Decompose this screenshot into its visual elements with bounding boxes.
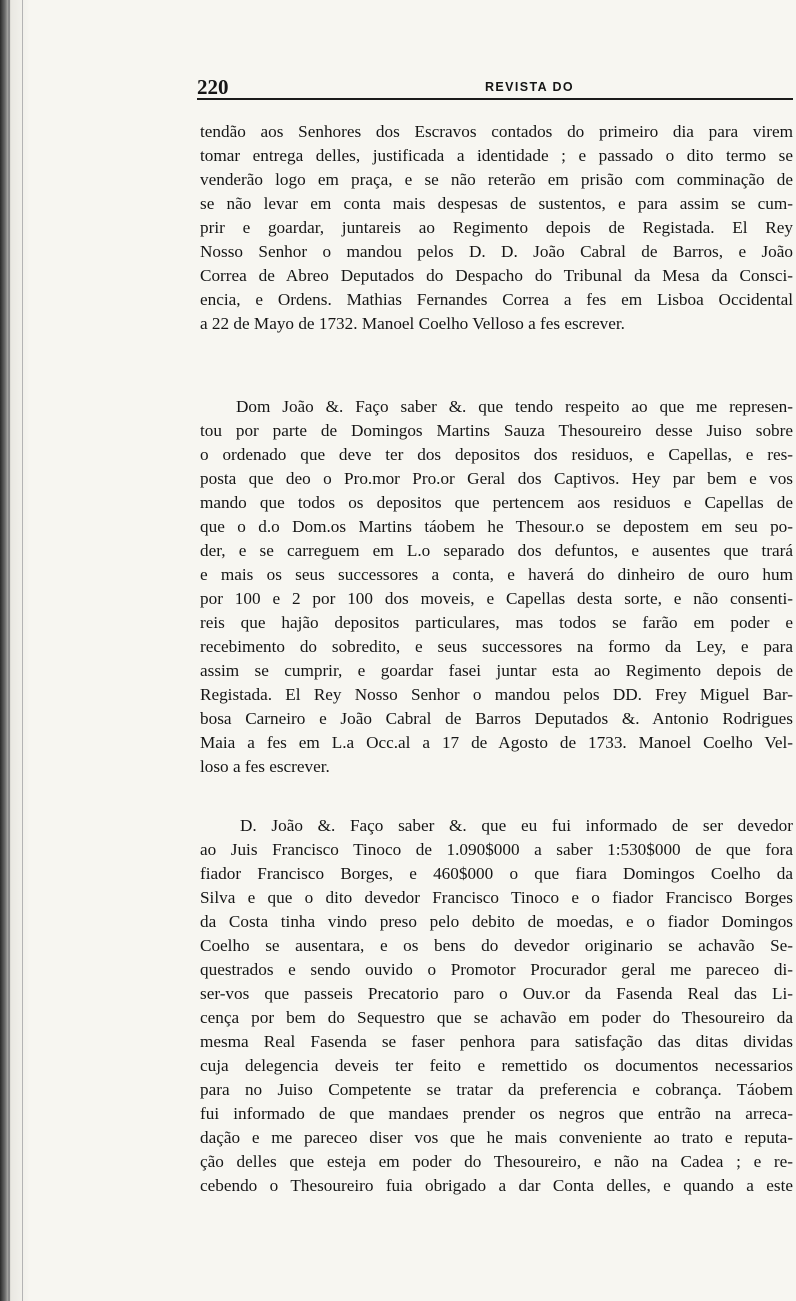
- text-line: se não levar em conta mais despesas de sustentos, e para assim se cum-: [200, 194, 793, 213]
- text-line: Silva e que o dito devedor Francisco Tinoco e o fiador Francisco Borges: [200, 888, 793, 907]
- text-line: o ordenado que deve ter dos depositos dos residuos, e Capellas, e res-: [200, 445, 793, 464]
- text-line: posta que deo o Pro.mor Pro.or Geral dos Captivos. Hey par bem e vos: [200, 469, 793, 488]
- text-line: encia, e Ordens. Mathias Fernandes Correa a fes em Lisboa Occidental: [200, 290, 793, 309]
- text-line: Correa de Abreo Deputados do Despacho do Tribunal da Mesa da Consci-: [200, 266, 793, 285]
- book-binding-edge: [0, 0, 30, 1301]
- running-title: REVISTA DO: [485, 80, 575, 94]
- text-line: venderão logo em praça, e se não reterão em prisão com comminação de: [200, 170, 793, 189]
- text-line: prir e goardar, juntareis ao Regimento depois de Registada. El Rey: [200, 218, 793, 237]
- text-line: cebendo o Thesoureiro fuia obrigado a dar Conta delles, e quando a este: [200, 1176, 793, 1195]
- paragraph-1: [200, 120, 793, 336]
- text-line: Maia a fes em L.a Occ.al a 17 de Agosto de 1733. Manoel Coelho Vel-: [200, 733, 793, 752]
- text-line: da Costa tinha vindo preso pelo debito de moedas, e o fiador Domingos: [200, 912, 793, 931]
- text-line: tou por parte de Domingos Martins Sauza Thesoureiro desse Juiso sobre: [200, 421, 793, 440]
- text-line: recebimento do sobredito, e seus successores na formo da Ley, e para: [200, 637, 793, 656]
- text-line: ção delles que esteja em poder do Thesoureiro, e não na Cadea ; e re-: [200, 1152, 793, 1171]
- text-line: tendão aos Senhores dos Escravos contados do primeiro dia para virem: [200, 122, 793, 141]
- binding-line: [8, 0, 10, 1301]
- text-line: Registada. El Rey Nosso Senhor o mandou pelos DD. Frey Miguel Bar-: [200, 685, 793, 704]
- text-line: Dom João &. Faço saber &. que tendo respeito ao que me represen-: [236, 397, 793, 416]
- text-line: cuja delegencia deveis ter feito e remettido os documentos necessarios: [200, 1056, 793, 1075]
- text-line: cença por bem do Sequestro que se achavão em poder do Thesoureiro da: [200, 1008, 793, 1027]
- text-line: loso a fes escrever.: [200, 757, 330, 776]
- text-line: fiador Francisco Borges, e 460$000 o que fiara Domingos Coelho da: [200, 864, 793, 883]
- header-rule: [197, 98, 793, 100]
- text-line: Nosso Senhor o mandou pelos D. D. João Cabral de Barros, e João: [200, 242, 793, 261]
- text-line: mando que todos os depositos que pertencem aos residuos e Capellas de: [200, 493, 793, 512]
- paragraph-2: [200, 395, 793, 779]
- text-line: D. João &. Faço saber &. que eu fui informado de ser devedor: [240, 816, 793, 835]
- text-line: para no Juiso Competente se tratar da preferencia e cobrança. Táobem: [200, 1080, 793, 1099]
- page-header: [197, 77, 793, 97]
- text-line: der, e se carreguem em L.o separado dos defuntos, e ausentes que trará: [200, 541, 793, 560]
- text-line: a 22 de Mayo de 1732. Manoel Coelho Velloso a fes escrever.: [200, 314, 625, 333]
- text-line: fui informado de que mandaes prender os negros que entrão na arreca-: [200, 1104, 793, 1123]
- text-line: questrados e sendo ouvido o Promotor Procurador geral me pareceo di-: [200, 960, 793, 979]
- page-number: 220: [197, 75, 229, 99]
- binding-line: [22, 0, 23, 1301]
- paragraph-3: [200, 814, 793, 1198]
- text-line: ao Juis Francisco Tinoco de 1.090$000 a saber 1:530$000 de que fora: [200, 840, 793, 859]
- text-line: mesma Real Fasenda se faser penhora para satisfação das ditas dividas: [200, 1032, 793, 1051]
- text-line: e mais os seus successores a conta, e haverá do dinheiro de ouro hum: [200, 565, 793, 584]
- text-line: ser-vos que passeis Precatorio paro o Ouv.or da Fasenda Real das Li-: [200, 984, 793, 1003]
- text-line: Coelho se ausentara, e os bens do devedor originario se achavão Se-: [200, 936, 793, 955]
- text-line: tomar entrega delles, justificada a identidade ; e passado o dito termo se: [200, 146, 793, 165]
- text-line: dação e me pareceo diser vos que he mais conveniente ao trato e reputa-: [200, 1128, 793, 1147]
- text-line: por 100 e 2 por 100 dos moveis, e Capellas desta sorte, e não consenti-: [200, 589, 793, 608]
- text-line: assim se cumprir, e goardar fasei juntar esta ao Regimento depois de: [200, 661, 793, 680]
- text-line: bosa Carneiro e João Cabral de Barros Deputados &. Antonio Rodrigues: [200, 709, 793, 728]
- text-line: que o d.o Dom.os Martins táobem he Thesour.o se depostem em seu po-: [200, 517, 793, 536]
- text-line: reis que hajão depositos particulares, mas todos se farão em poder e: [200, 613, 793, 632]
